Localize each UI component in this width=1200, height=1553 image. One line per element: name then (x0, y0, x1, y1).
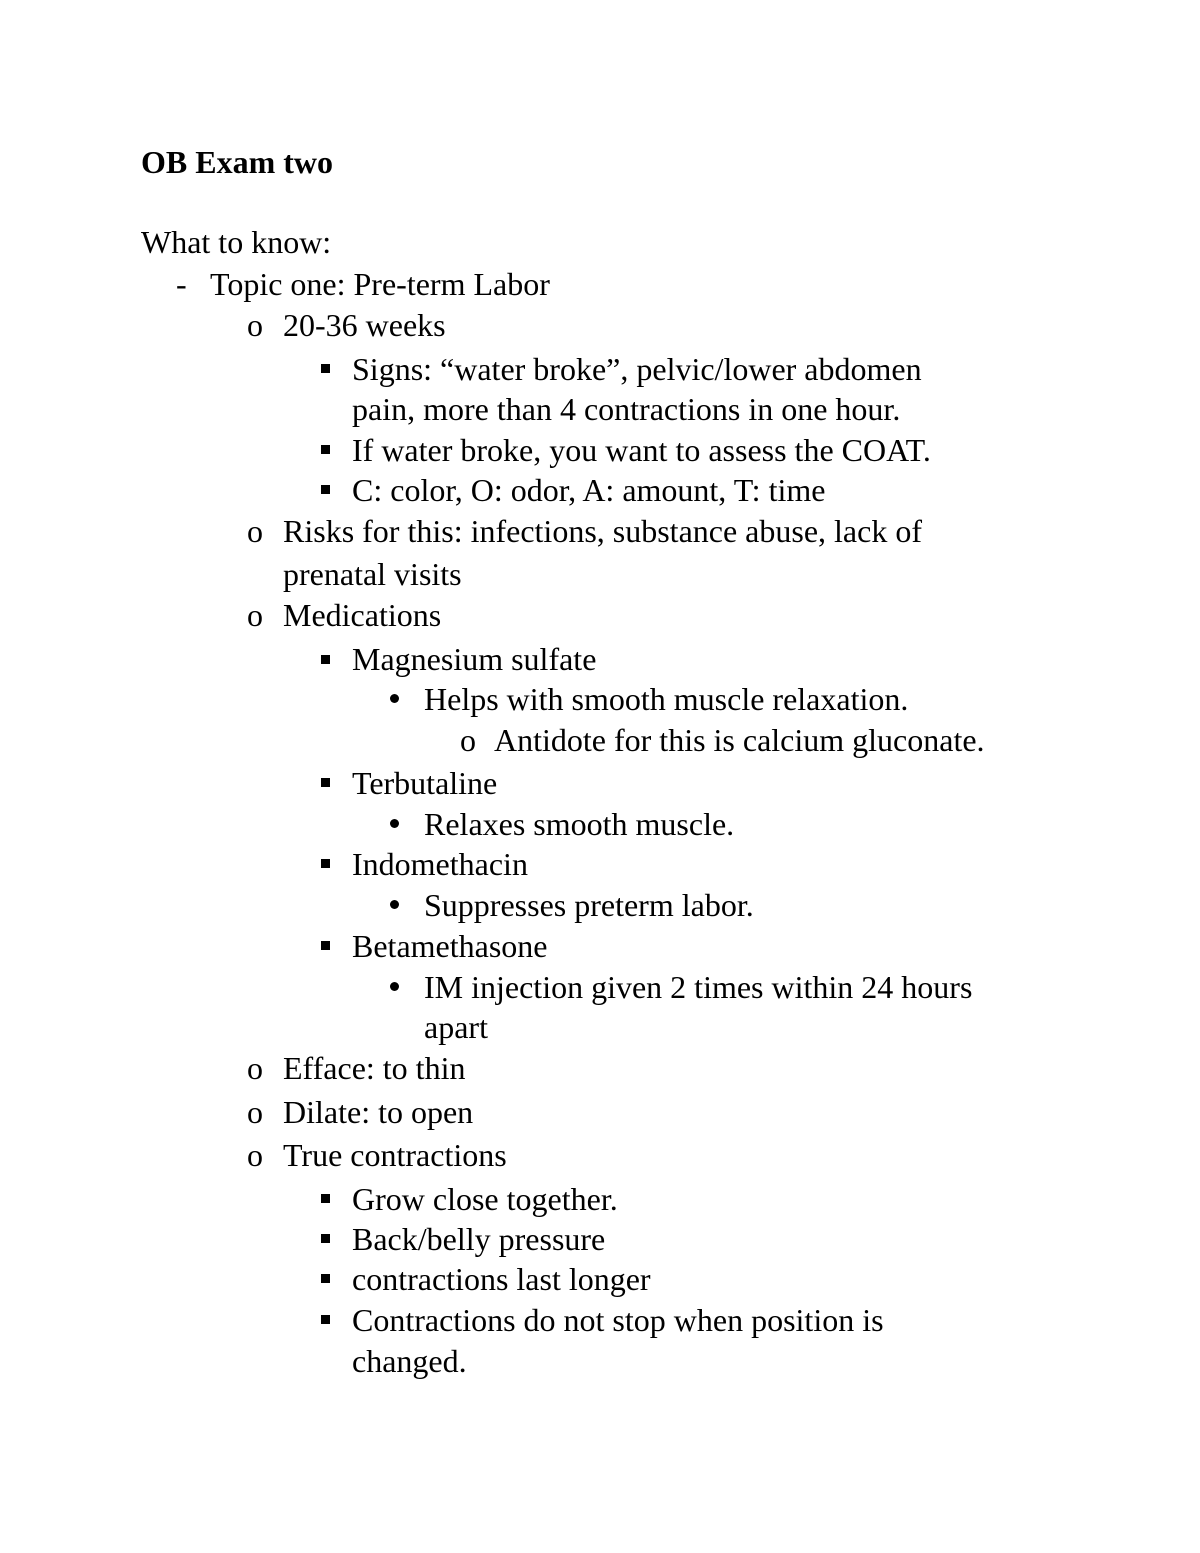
list-item-antidote: Antidote for this is calcium gluconate. (494, 722, 985, 758)
list-item-risks: Risks for this: infections, substance abuse, lack of (283, 513, 922, 549)
circle-bullet: o (247, 597, 263, 633)
square-bullet (321, 859, 330, 868)
circle-bullet: o (247, 513, 263, 549)
round-bullet (390, 982, 399, 991)
square-bullet (321, 778, 330, 787)
list-item-efface: Efface: to thin (283, 1050, 466, 1086)
circle-bullet: o (247, 1137, 263, 1173)
square-bullet (321, 1315, 330, 1324)
square-bullet (321, 655, 330, 664)
list-item-back-belly: Back/belly pressure (352, 1221, 606, 1257)
list-item-signs-cont: pain, more than 4 contractions in one hour. (352, 391, 901, 427)
list-item-do-not-stop: Contractions do not stop when position is (352, 1302, 884, 1338)
square-bullet (321, 1274, 330, 1283)
intro-heading: What to know: (141, 224, 332, 260)
list-item-grow-close: Grow close together. (352, 1181, 618, 1217)
square-bullet (321, 1234, 330, 1243)
list-item-terbutaline: Terbutaline (352, 765, 498, 801)
list-item-magnesium: Magnesium sulfate (352, 641, 597, 677)
list-item-last-longer: contractions last longer (352, 1261, 651, 1297)
round-bullet (390, 819, 399, 828)
topic-heading: Topic one: Pre-term Labor (210, 266, 550, 302)
list-item-weeks: 20-36 weeks (283, 307, 446, 343)
list-item-terbutaline-detail: Relaxes smooth muscle. (424, 806, 735, 842)
list-item-do-not-stop-cont: changed. (352, 1343, 467, 1379)
list-item-dilate: Dilate: to open (283, 1094, 474, 1130)
list-item-magnesium-detail: Helps with smooth muscle relaxation. (424, 681, 909, 717)
list-item-indomethacin: Indomethacin (352, 846, 528, 882)
dash-bullet: - (176, 266, 187, 302)
circle-bullet: o (460, 722, 476, 758)
list-item-true-contractions: True contractions (283, 1137, 507, 1173)
list-item-risks-cont: prenatal visits (283, 556, 462, 592)
square-bullet (321, 445, 330, 454)
circle-bullet: o (247, 1094, 263, 1130)
square-bullet (321, 941, 330, 950)
list-item-betamethasone-detail: IM injection given 2 times within 24 hours (424, 969, 973, 1005)
list-item-betamethasone-detail-cont: apart (424, 1009, 488, 1045)
square-bullet (321, 1194, 330, 1203)
circle-bullet: o (247, 307, 263, 343)
list-item-indomethacin-detail: Suppresses preterm labor. (424, 887, 754, 923)
circle-bullet: o (247, 1050, 263, 1086)
square-bullet (321, 364, 330, 373)
list-item-coat-key: C: color, O: odor, A: amount, T: time (352, 472, 826, 508)
list-item-coat: If water broke, you want to assess the COAT. (352, 432, 931, 468)
list-item-medications: Medications (283, 597, 442, 633)
round-bullet (390, 900, 399, 909)
round-bullet (390, 694, 399, 703)
list-item-signs: Signs: “water broke”, pelvic/lower abdomen (352, 351, 922, 387)
document-title: OB Exam two (141, 144, 333, 180)
list-item-betamethasone: Betamethasone (352, 928, 548, 964)
square-bullet (321, 485, 330, 494)
